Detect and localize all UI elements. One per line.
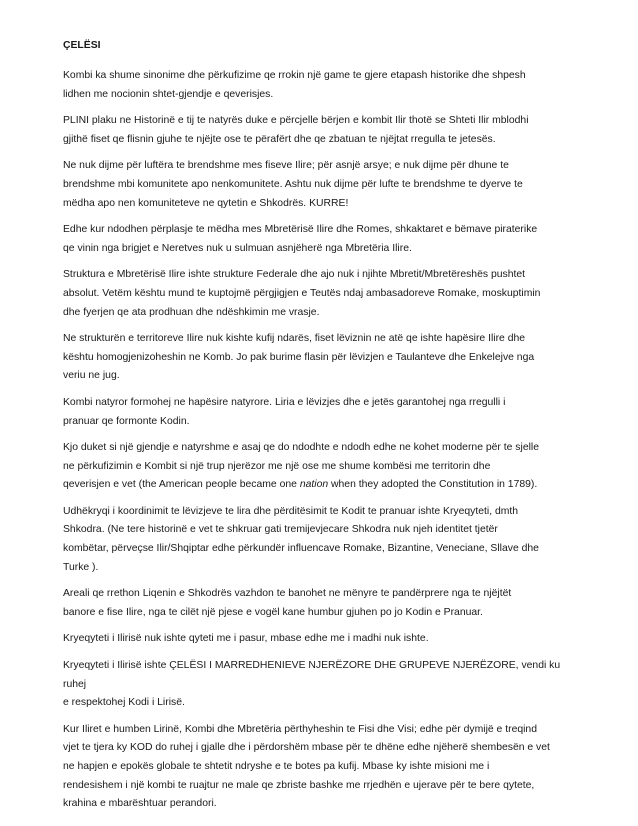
- paragraph-8: [63, 439, 578, 495]
- paragraph-1: Kombi ka shume sinonime dhe përkufizime qe rrokin një game te gjere etapash historike dhe shpesh lidhen me nocionin shtet-gjendje e qeverisjes.: [63, 70, 526, 100]
- paragraph-8-text: Kjo duket si një gjendje e natyrshme e asaj qe do ndodhte e ndodh edhe ne kohet moderne për te sjelle ne përkufizimin e Kombit si një trup njerëzor me një ose me shume kombësi me territorin dhe qeverisjen e vet (the American people became one: [63, 442, 539, 491]
- paragraph-9: Udhëkryqi i koordinimit te lëvizjeve te lira dhe përditësimit te Kodit te pranuar ishte Kryeqyteti, dmth Shkodra. (Ne tere historinë e vet te shkruar gati tremijevjecare Shkodra nuk njeh identitet tjetër kombëtar, përveçse Ilir/Shqiptar edhe përkundër influencave Romake, Bizantine, Veneciane, Sllave dhe Turke ).: [63, 505, 539, 573]
- document-title: ÇELËSI: [63, 40, 101, 51]
- paragraph-3: Ne nuk dijme për luftëra te brendshme mes fiseve Ilire; për asnjë arsye; e nuk dijme për dhune te brendshme mbi komunitete apo nenkomunitete. Ashtu nuk dijme për lufte te brendshme te dyerve te mëdha apo nen komuniteteve ne qytetin e Shkodrës. KURRE!: [63, 160, 523, 209]
- paragraph-7: Kombi natyror formohej ne hapësire natyrore. Liria e lëvizjes dhe e jetës garantohej nga rregulli i pranuar qe formonte Kodin.: [63, 396, 506, 427]
- paragraph-12: Kryeqyteti i Ilirisë ishte ÇELËSI I MARREDHENIEVE NJERËZORE DHE GRUPEVE NJERËZORE, vendi ku ruhej e respektohej Kodi i Lirisë.: [63, 660, 561, 709]
- paragraph-11: Kryeqyteti i Ilirisë nuk ishte qyteti me i pasur, mbase edhe me i madhi nuk ishte.: [63, 633, 429, 645]
- paragraph-5: Struktura e Mbretërisë Ilire ishte strukture Federale dhe ajo nuk i njihte Mbretit/Mbretëreshës pushtet absolut. Vetëm kështu mund te kuptojmë përgjigjen e Teutës ndaj ambasadoreve Romake, moskuptimin dhe fyerjen qe ata prodhuan dhe ndëshkimin me vrasje.: [63, 269, 541, 318]
- paragraph-2: PLINI plaku ne Historinë e tij te natyrës duke e përcjelle bërjen e kombit Ilir thotë se Shteti Ilir mblodhi gjithë fiset qe flisnin gjuhe te njëjte ose te përafërt dhe qe zbatuan te njëjtat rregulla te jetesës.: [63, 115, 529, 145]
- paragraph-10: Areali qe rrethon Liqenin e Shkodrës vazhdon te banohet ne mënyre te pandërprere nga te njëjtët banore e fise Ilire, nga te cilët një pjese e vogël kane humbur gjuhen po jo Kodin e Pranuar.: [63, 588, 512, 618]
- italic-word: nation: [299, 479, 329, 491]
- paragraph-6: Ne strukturën e territoreve Ilire nuk kishte kufij ndarës, fiset lëviznin ne atë qe ishte hapësire Ilire dhe kështu homogjenizoheshin ne Komb. Jo pak burime flasin për lëvizjen e Taulanteve dhe Enkelejve nga veriu ne jug.: [63, 333, 535, 382]
- paragraph-4: Edhe kur ndodhen përplasje te mëdha mes Mbretërisë Ilire dhe Romes, shkaktaret e bëmave piraterike qe vinin nga brigjet e Neretves nuk u sulmuan asnjëherë nga Mbretëria Ilire.: [63, 224, 538, 254]
- paragraph-13: Kur Iliret e humben Lirinë, Kombi dhe Mbretëria përthyheshin te Fisi dhe Visi; edhe për dymijë e treqind vjet te tjera ky KOD do ruhej i gjalle dhe i përdorshëm mbase për te dhëne edhe njëherë shembesën e vet ne hapjen e epokës globale te shtetit ndryshe e te botes pa kufij. Mbase ky ishte misioni me i rendesishem i një kombi te ruajtur ne male qe zbriste bashke me rrjedhën e ujerave për te bere qytete, krahina e mbarështuar perandori.: [63, 723, 550, 810]
- paragraph-8-tail: when they adopted the Constitution in 1789).: [328, 479, 538, 491]
